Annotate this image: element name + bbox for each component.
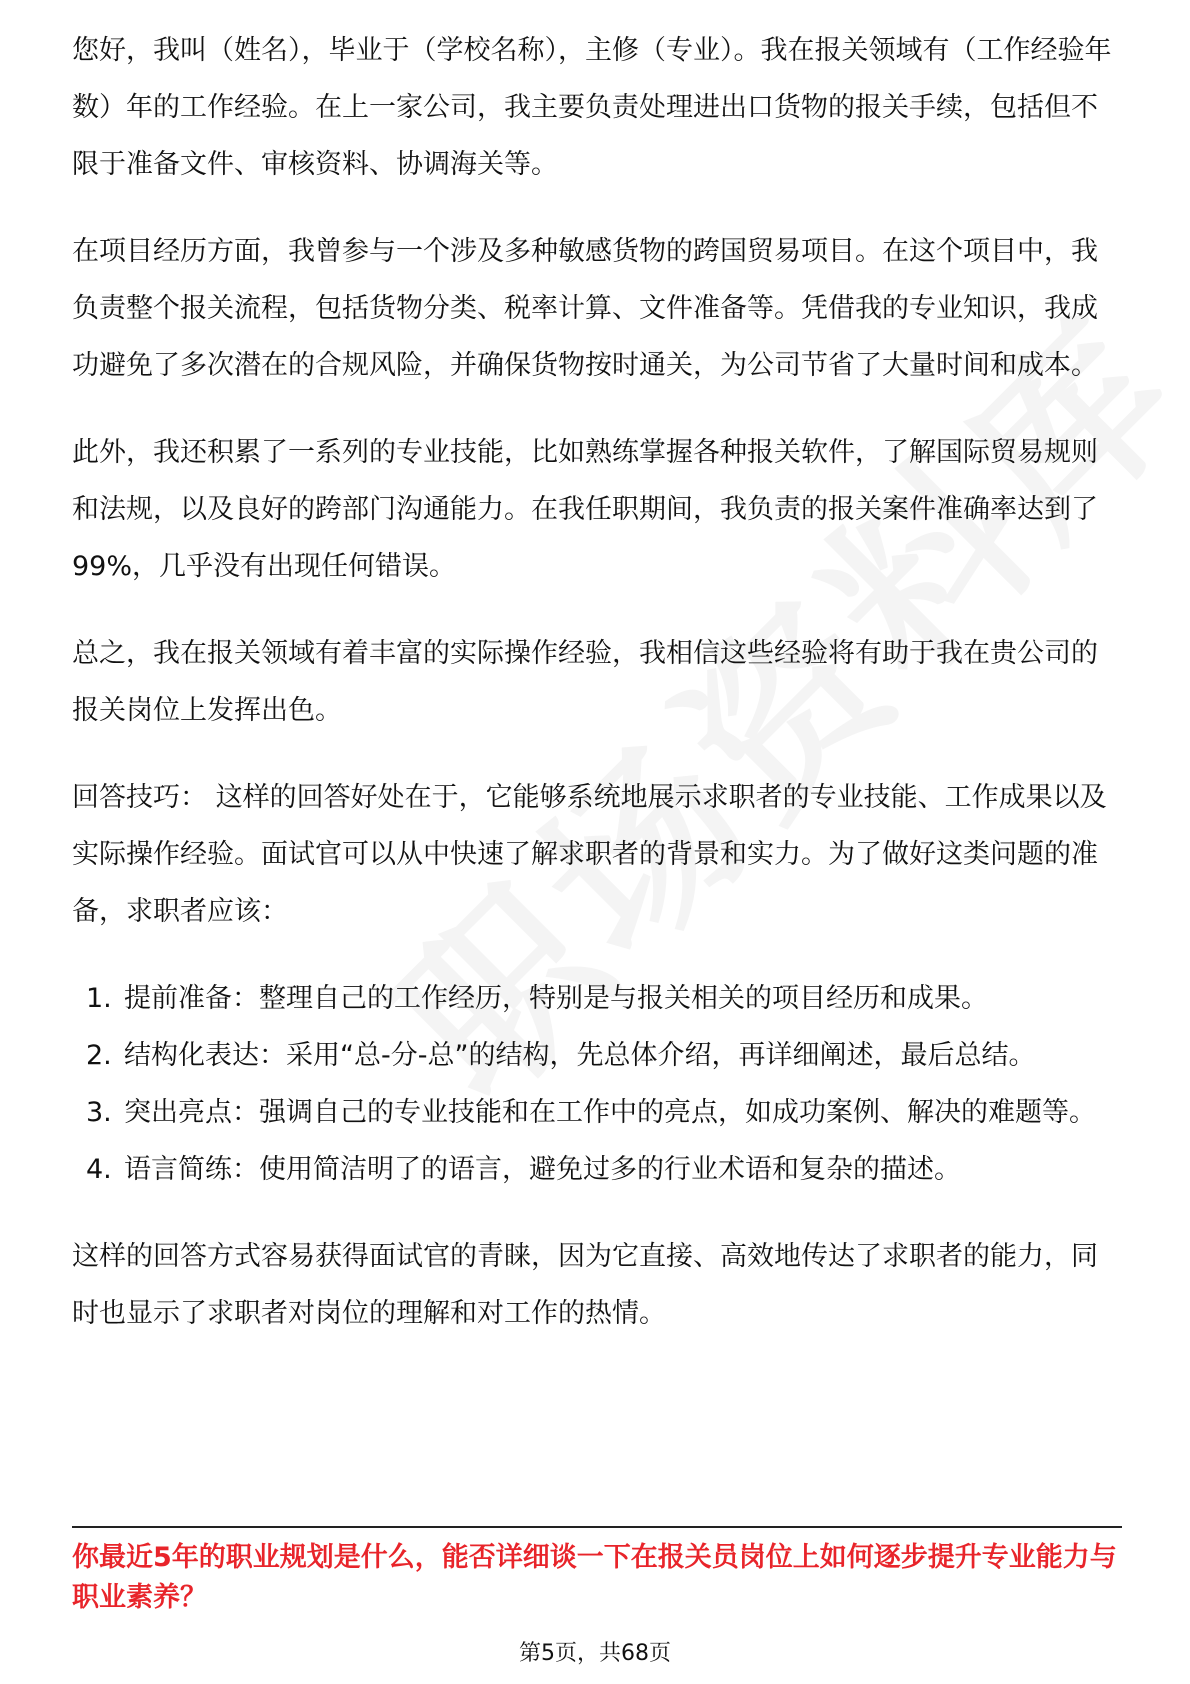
list-number: 2. xyxy=(86,1040,112,1071)
list-number: 3. xyxy=(86,1097,112,1128)
list-item-text: 结构化表达：采用“总-分-总”的结构，先总体介绍，再详细阐述，最后总结。 xyxy=(124,1040,1036,1071)
list-number: 1. xyxy=(86,983,112,1014)
answer-body xyxy=(72,22,1122,1372)
answer-paragraph-summary: 总之，我在报关领域有着丰富的实际操作经验，我相信这些经验将有助于我在贵公司的报关岗位上发挥出色。 xyxy=(72,638,1098,726)
answer-paragraph-project: 在项目经历方面，我曾参与一个涉及多种敏感货物的跨国贸易项目。在这个项目中，我负责整个报关流程，包括货物分类、税率计算、文件准备等。凭借我的专业知识，我成功避免了多次潜在的合规风险，并确保货物按时通关，为公司节省了大量时间和成本。 xyxy=(72,236,1098,381)
next-question-heading: 你最近5年的职业规划是什么，能否详细谈一下在报关员岗位上如何逐步提升专业能力与职业素养？ xyxy=(72,1542,1117,1613)
answer-paragraph-intro: 您好，我叫（姓名），毕业于（学校名称），主修（专业）。我在报关领域有（工作经验年数）年的工作经验。在上一家公司，我主要负责处理进出口货物的报关手续，包括但不限于准备文件、审核资料、协调海关等。 xyxy=(72,35,1112,180)
list-item xyxy=(72,1141,1122,1198)
list-item-text: 提前准备：整理自己的工作经历，特别是与报关相关的项目经历和成果。 xyxy=(124,983,988,1014)
page-number: 第5页，共68页 xyxy=(519,1641,671,1666)
list-number: 4. xyxy=(86,1154,112,1185)
section-divider xyxy=(72,1526,1122,1528)
closing-paragraph: 这样的回答方式容易获得面试官的青睐，因为它直接、高效地传达了求职者的能力，同时也显示了求职者对岗位的理解和对工作的热情。 xyxy=(72,1241,1098,1329)
list-item xyxy=(72,1027,1122,1084)
tips-list xyxy=(72,970,1122,1198)
list-item-text: 突出亮点：强调自己的专业技能和在工作中的亮点，如成功案例、解决的难题等。 xyxy=(124,1097,1096,1128)
list-item-text: 语言简练：使用简洁明了的语言，避免过多的行业术语和复杂的描述。 xyxy=(124,1154,961,1185)
list-item xyxy=(72,970,1122,1027)
answer-paragraph-skills: 此外，我还积累了一系列的专业技能，比如熟练掌握各种报关软件，了解国际贸易规则和法规，以及良好的跨部门沟通能力。在我任职期间，我负责的报关案件准确率达到了99%，几乎没有出现任何错误。 xyxy=(72,437,1098,582)
answer-tips-intro: 回答技巧： 这样的回答好处在于，它能够系统地展示求职者的专业技能、工作成果以及实际操作经验。面试官可以从中快速了解求职者的背景和实力。为了做好这类问题的准备，求职者应该： xyxy=(72,782,1107,927)
list-item xyxy=(72,1084,1122,1141)
